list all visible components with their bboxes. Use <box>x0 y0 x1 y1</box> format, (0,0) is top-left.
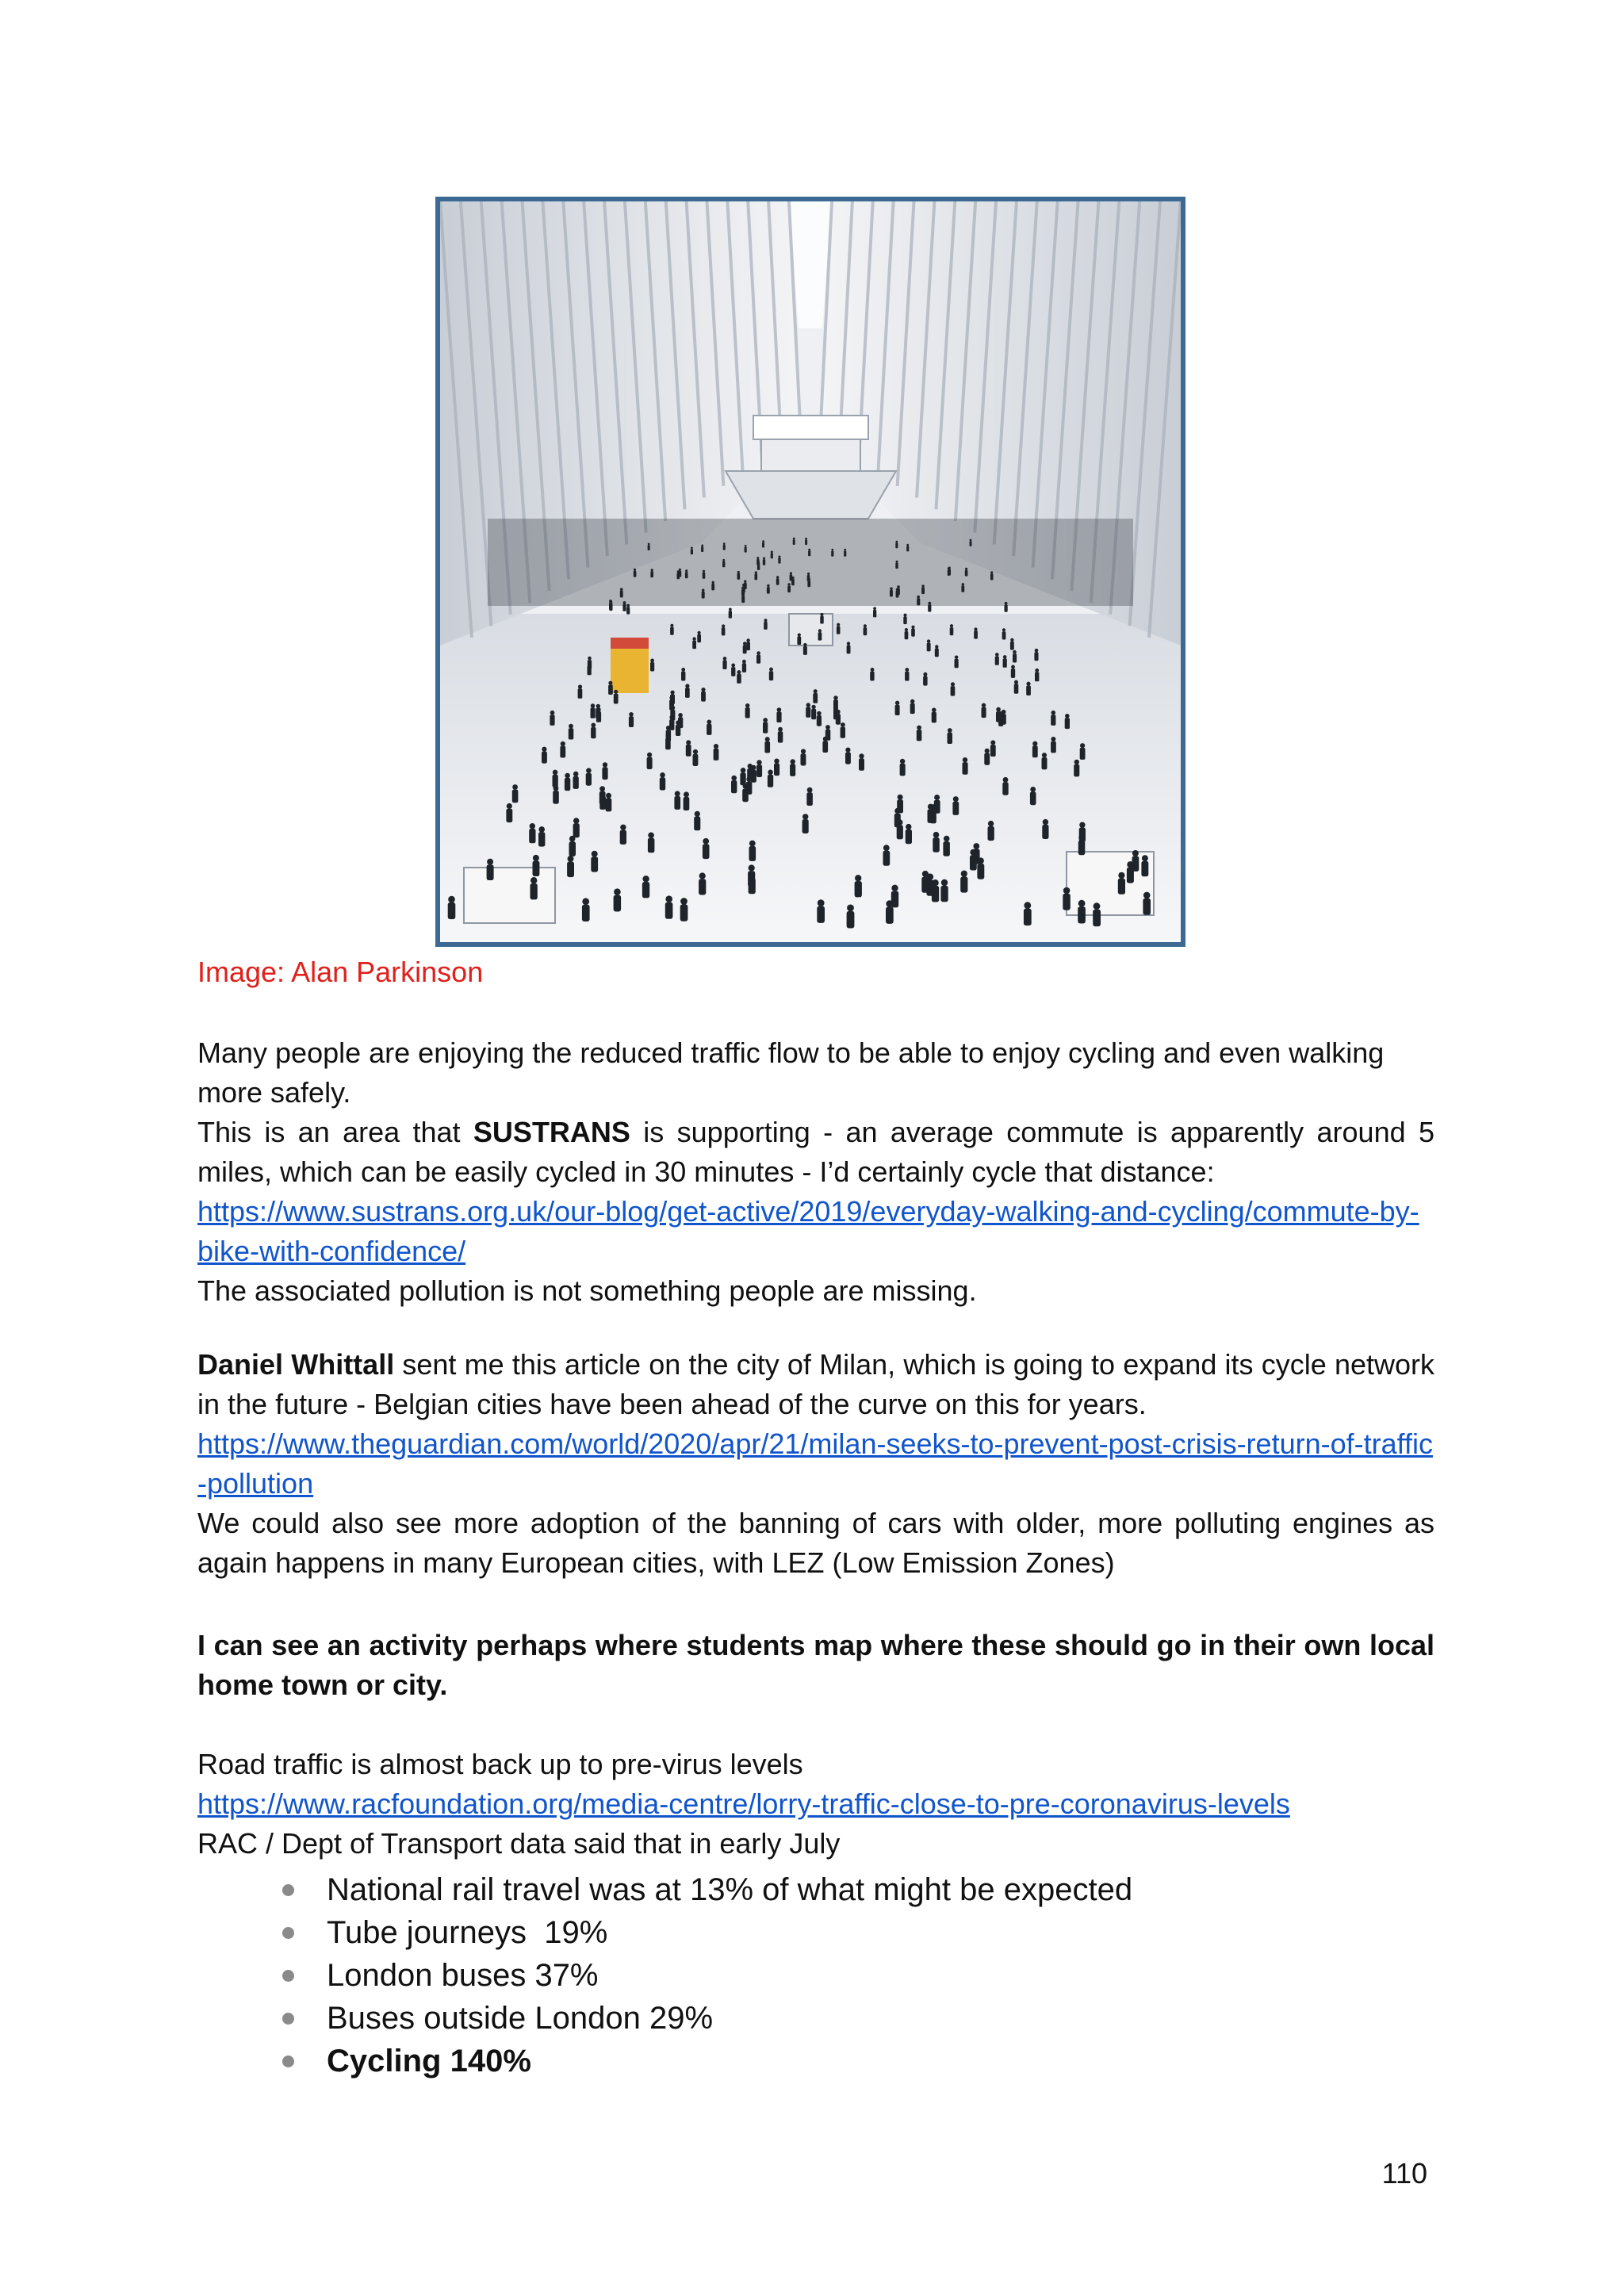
paragraph-milan <box>197 1345 1434 1583</box>
para2-text2: We could also see more adoption of the banning of cars with older, more polluting engines as again happens in many European cities, with LEZ (Low Emission Zones) <box>197 1507 1434 1579</box>
guardian-link[interactable]: https://www.theguardian.com/world/2020/apr/21/milan-seeks-to-prevent-post-crisis-return-of-traffic-pollution <box>197 1427 1433 1500</box>
bullet-icon <box>282 2013 294 2025</box>
activity-suggestion: I can see an activity perhaps where students map where these should go in their own local home town or city. <box>197 1629 1434 1701</box>
para1-line2-suffix: is supporting - an average commute is apparently around 5 miles, which can be easily cycled in 30 minutes - I’d certainly cycle that distance: <box>197 1116 1434 1188</box>
para1-line3: The associated pollution is not something people are missing. <box>197 1274 977 1307</box>
para4-line1: Road traffic is almost back up to pre-virus levels <box>197 1748 803 1780</box>
bullet-icon <box>282 1884 294 1896</box>
travel-stats-list <box>270 1868 1132 2082</box>
page-number: 110 <box>1381 2157 1427 2190</box>
bullet-icon <box>282 1970 294 1982</box>
list-item: National rail travel was at 13% of what might be expected <box>270 1868 1132 1911</box>
para1-line2 <box>197 1113 1434 1192</box>
daniel-whittall-bold: Daniel Whittall <box>197 1348 395 1381</box>
paragraph-sustrans <box>197 1033 1434 1311</box>
list-item: Tube journeys 19% <box>270 1911 1132 1954</box>
photo-oculus-hall <box>435 197 1185 947</box>
para1-line2-prefix: This is an area that <box>197 1116 473 1148</box>
sustrans-bold: SUSTRANS <box>473 1116 630 1148</box>
bullet-icon <box>282 2056 294 2067</box>
sustrans-link[interactable]: https://www.sustrans.org.uk/our-blog/get-active/2019/everyday-walking-and-cycling/commute-by-bike-with-confidence/ <box>197 1195 1419 1267</box>
para2-text1: sent me this article on the city of Milan, which is going to expand its cycle network in the future - Belgian cities have been ahead of the curve on this for years. <box>197 1348 1434 1420</box>
para1-line1: Many people are enjoying the reduced traffic flow to be able to enjoy cycling and even walking more safely. <box>197 1036 1385 1109</box>
racfoundation-link[interactable]: https://www.racfoundation.org/media-centre/lorry-traffic-close-to-pre-coronavirus-levels <box>197 1787 1290 1820</box>
list-item: Buses outside London 29% <box>270 1997 1132 2040</box>
photo-icon <box>440 201 1181 942</box>
image-caption: Image: Alan Parkinson <box>197 956 484 988</box>
para4-line2: RAC / Dept of Transport data said that in early July <box>197 1827 841 1860</box>
list-item: London buses 37% <box>270 1954 1132 1997</box>
bullet-icon <box>282 1927 294 1939</box>
list-item: Cycling 140% <box>270 2040 1132 2082</box>
paragraph-road-traffic <box>197 1745 1434 1864</box>
